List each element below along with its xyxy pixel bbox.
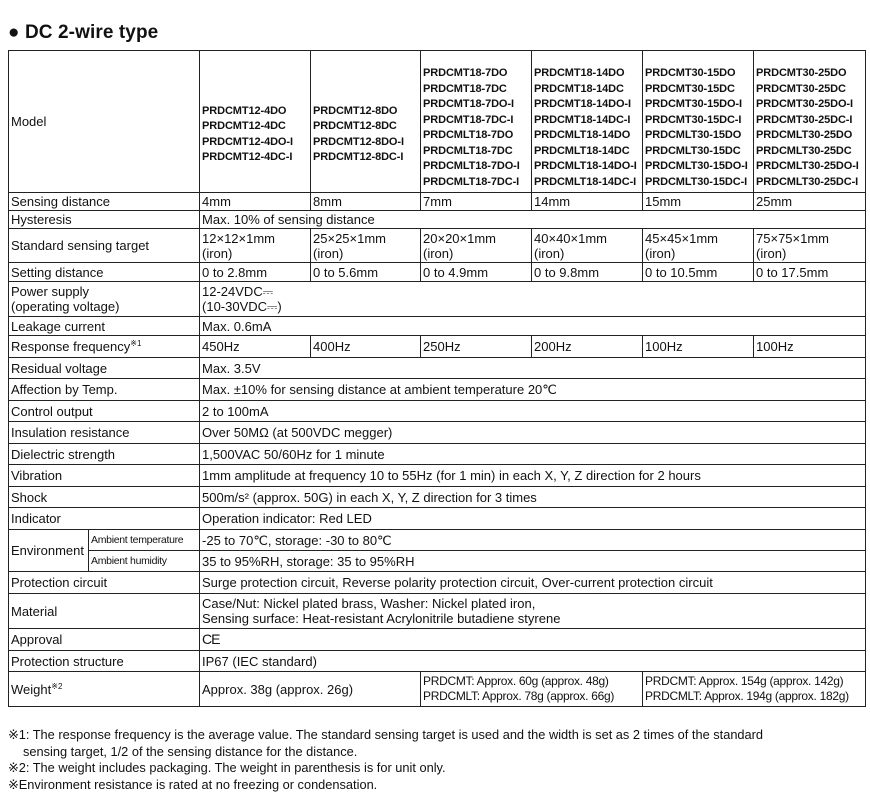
footnotes [8, 727, 868, 793]
value-cell: 200Hz [532, 336, 643, 358]
row-standard-target [9, 229, 866, 263]
label-power-supply: Power supply (operating voltage) [9, 282, 200, 317]
label-hysteresis: Hysteresis [9, 211, 200, 229]
value-protection-structure: IP67 (IEC standard) [200, 651, 866, 672]
row-hysteresis [9, 211, 866, 229]
value-ambient-temperature: -25 to 70℃, storage: -30 to 80℃ [200, 530, 866, 551]
row-shock [9, 487, 866, 508]
label-leakage: Leakage current [9, 317, 200, 336]
value-indicator: Operation indicator: Red LED [200, 508, 866, 530]
value-cell: 15mm [643, 193, 754, 211]
model-cell-5: PRDCMT30-15DO PRDCMT30-15DC PRDCMT30-15DO-I PRDCMT30-15DC-I PRDCMLT30-15DO PRDCMLT30-15DC PRDCMLT30-15DO-I PRDCMLT30-15DC-I [643, 51, 754, 193]
row-response [9, 336, 866, 358]
row-weight [9, 672, 866, 707]
value-cell: 45×45×1mm (iron) [643, 229, 754, 263]
label-response: Response frequency$^{※1}$ [9, 336, 200, 358]
value-cell: 20×20×1mm (iron) [421, 229, 532, 263]
value-material: Case/Nut: Nickel plated brass, Washer: Nickel plated iron, Sensing surface: Heat-resistant Acrylonitrile butadiene styrene [200, 594, 866, 629]
row-residual [9, 358, 866, 379]
section-heading: ● DC 2-wire type [8, 22, 159, 43]
label-control: Control output [9, 401, 200, 422]
row-indicator [9, 508, 866, 530]
footnote-1-continued: sensing target, 1/2 of the sensing distance for the distance. [23, 743, 358, 759]
label-approval: Approval [9, 629, 200, 651]
value-cell: 0 to 17.5mm [754, 263, 866, 282]
value-cell: 0 to 4.9mm [421, 263, 532, 282]
label-vibration: Vibration [9, 465, 200, 487]
label-ambient-humidity: Ambient humidity [89, 551, 200, 572]
footnote-1: ※1: The response frequency is the average value. The standard sensing target is used and the width is set as 2 times of the standard [8, 727, 764, 742]
value-power-supply: 12-24VDC⎓ (10-30VDC⎓) [200, 282, 866, 317]
row-insulation [9, 422, 866, 444]
label-weight: Weight$^{※2}$ [9, 672, 200, 707]
label-indicator: Indicator [9, 508, 200, 530]
row-control [9, 401, 866, 422]
label-shock: Shock [9, 487, 200, 508]
footnote-environment: ※Environment resistance is rated at no freezing or condensation. [8, 776, 378, 792]
value-residual: Max. 3.5V [200, 358, 866, 379]
label-standard-target: Standard sensing target [9, 229, 200, 263]
value-ambient-humidity: 35 to 95%RH, storage: 35 to 95%RH [200, 551, 866, 572]
row-environment-humidity [9, 551, 866, 572]
value-cell: 14mm [532, 193, 643, 211]
value-cell: 25mm [754, 193, 866, 211]
footnote-mark-1: ※1 [130, 339, 142, 348]
model-cell-2: PRDCMT12-8DO PRDCMT12-8DC PRDCMT12-8DO-I PRDCMT12-8DC-I [311, 51, 421, 193]
value-control: 2 to 100mA [200, 401, 866, 422]
row-dielectric [9, 444, 866, 465]
row-protection-circuit [9, 572, 866, 594]
label-ambient-temperature: Ambient temperature [89, 530, 200, 551]
row-setting-distance [9, 263, 866, 282]
footnote-mark-2: ※2 [51, 681, 63, 691]
value-cell: 25×25×1mm (iron) [311, 229, 421, 263]
value-weight-18: PRDCMT: Approx. 60g (approx. 48g) PRDCMLT: Approx. 78g (approx. 66g) [421, 672, 643, 707]
value-cell: 8mm [311, 193, 421, 211]
value-protection-circuit: Surge protection circuit, Reverse polarity protection circuit, Over-current protection circuit [200, 572, 866, 594]
label-protection-structure: Protection structure [9, 651, 200, 672]
value-cell: 12×12×1mm (iron) [200, 229, 311, 263]
row-vibration [9, 465, 866, 487]
row-power-supply [9, 282, 866, 317]
row-material [9, 594, 866, 629]
value-cell: 100Hz [643, 336, 754, 358]
value-weight-30: PRDCMT: Approx. 154g (approx. 142g) PRDCMLT: Approx. 194g (approx. 182g) [643, 672, 866, 707]
value-cell: 100Hz [754, 336, 866, 358]
model-cell-4: PRDCMT18-14DO PRDCMT18-14DC PRDCMT18-14DO-I PRDCMT18-14DC-I PRDCMLT18-14DO PRDCMLT18-14DC PRDCMLT18-14DO-I PRDCMLT18-14DC-I [532, 51, 643, 193]
label-environment: Environment [9, 530, 89, 572]
value-cell: 7mm [421, 193, 532, 211]
value-dielectric: 1,500VAC 50/60Hz for 1 minute [200, 444, 866, 465]
label-sensing-distance: Sensing distance [9, 193, 200, 211]
model-cell-1: PRDCMT12-4DO PRDCMT12-4DC PRDCMT12-4DO-I PRDCMT12-4DC-I [200, 51, 311, 193]
label-dielectric: Dielectric strength [9, 444, 200, 465]
model-cell-3: PRDCMT18-7DO PRDCMT18-7DC PRDCMT18-7DO-I PRDCMT18-7DC-I PRDCMLT18-7DO PRDCMLT18-7DC PRDCMLT18-7DO-I PRDCMLT18-7DC-I [421, 51, 532, 193]
row-protection-structure [9, 651, 866, 672]
label-residual: Residual voltage [9, 358, 200, 379]
ce-mark-icon: CE [202, 631, 220, 647]
row-sensing-distance [9, 193, 866, 211]
value-leakage: Max. 0.6mA [200, 317, 866, 336]
value-shock: 500m/s² (approx. 50G) in each X, Y, Z direction for 3 times [200, 487, 866, 508]
value-cell: 0 to 10.5mm [643, 263, 754, 282]
value-cell: 250Hz [421, 336, 532, 358]
label-setting-distance: Setting distance [9, 263, 200, 282]
value-affection: Max. ±10% for sensing distance at ambient temperature 20℃ [200, 379, 866, 401]
value-cell: 4mm [200, 193, 311, 211]
spec-table [8, 50, 866, 707]
label-model: Model [9, 51, 200, 193]
row-model [9, 51, 866, 193]
row-affection [9, 379, 866, 401]
row-approval [9, 629, 866, 651]
model-cell-6: PRDCMT30-25DO PRDCMT30-25DC PRDCMT30-25DO-I PRDCMT30-25DC-I PRDCMLT30-25DO PRDCMLT30-25DC PRDCMLT30-25DO-I PRDCMLT30-25DC-I [754, 51, 866, 193]
row-environment-temp [9, 530, 866, 551]
row-leakage [9, 317, 866, 336]
footnote-2: ※2: The weight includes packaging. The weight in parenthesis is for unit only. [8, 760, 446, 775]
value-insulation: Over 50MΩ (at 500VDC megger) [200, 422, 866, 444]
value-approval [200, 629, 866, 651]
value-cell: 450Hz [200, 336, 311, 358]
label-protection-circuit: Protection circuit [9, 572, 200, 594]
value-vibration: 1mm amplitude at frequency 10 to 55Hz (for 1 min) in each X, Y, Z direction for 2 hours [200, 465, 866, 487]
value-hysteresis: Max. 10% of sensing distance [200, 211, 866, 229]
label-affection: Affection by Temp. [9, 379, 200, 401]
value-cell: 0 to 5.6mm [311, 263, 421, 282]
value-cell: 75×75×1mm (iron) [754, 229, 866, 263]
label-material: Material [9, 594, 200, 629]
label-insulation: Insulation resistance [9, 422, 200, 444]
value-cell: 0 to 2.8mm [200, 263, 311, 282]
value-cell: 0 to 9.8mm [532, 263, 643, 282]
value-weight-12: Approx. 38g (approx. 26g) [200, 672, 421, 707]
value-cell: 400Hz [311, 336, 421, 358]
value-cell: 40×40×1mm (iron) [532, 229, 643, 263]
